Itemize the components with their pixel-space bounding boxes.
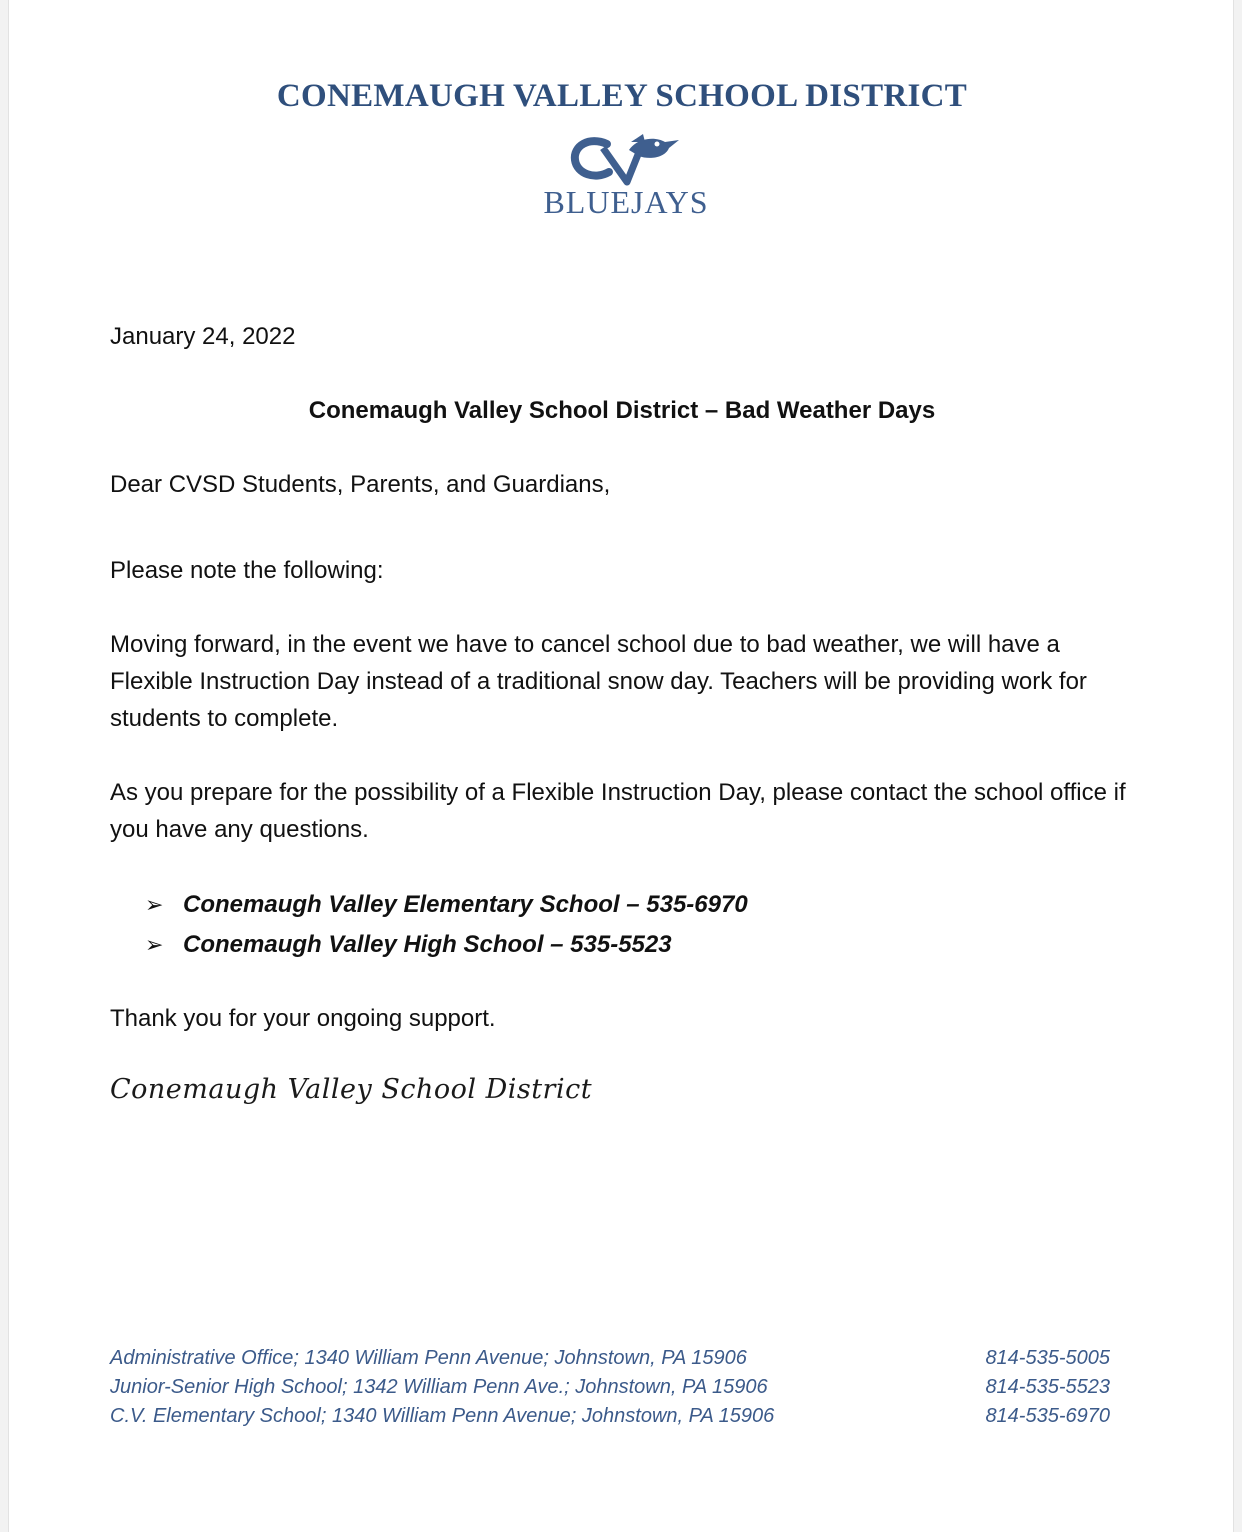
paragraph-flexible-instruction: Moving forward, in the event we have to cancel school due to bad weather, we will have a Flexible Instruction Day instead of a traditional snow day. Teachers will be providing work for students to complete. xyxy=(110,631,1087,732)
note-line: Please note the following: xyxy=(110,557,384,584)
footer-address: Junior-Senior High School; 1342 William Penn Ave.; Johnstown, PA 15906 xyxy=(110,1376,768,1398)
footer-phone: 814-535-5523 xyxy=(985,1376,1110,1398)
list-item xyxy=(145,924,748,964)
footer-phone: 814-535-6970 xyxy=(985,1405,1110,1427)
arrow-bullet-icon: ➢ xyxy=(145,891,164,917)
footer-row xyxy=(110,1373,1110,1402)
letter-date: January 24, 2022 xyxy=(110,323,296,350)
contact-high-school: Conemaugh Valley High School – 535-5523 xyxy=(183,930,672,958)
footer-address: C.V. Elementary School; 1340 William Penn Avenue; Johnstown, PA 15906 xyxy=(110,1405,775,1427)
footer-phone: 814-535-5005 xyxy=(985,1347,1110,1369)
list-item xyxy=(145,884,748,924)
footer-addresses xyxy=(110,1344,1110,1431)
bluejays-logo xyxy=(521,132,751,232)
letter-page xyxy=(8,0,1234,1532)
footer-row xyxy=(110,1344,1110,1373)
signature: Conemaugh Valley School District xyxy=(110,1074,593,1105)
footer-address: Administrative Office; 1340 William Penn Avenue; Johnstown, PA 15906 xyxy=(110,1347,747,1369)
paragraph-contact-office: As you prepare for the possibility of a Flexible Instruction Day, please contact the school office if you have any questions. xyxy=(110,779,1126,843)
letter-subject: Conemaugh Valley School District – Bad Weather Days xyxy=(308,397,936,424)
letter-salutation: Dear CVSD Students, Parents, and Guardians, xyxy=(110,471,611,498)
closing-line: Thank you for your ongoing support. xyxy=(110,1005,496,1032)
footer-row xyxy=(110,1402,1110,1431)
arrow-bullet-icon: ➢ xyxy=(145,931,164,957)
district-title: CONEMAUGH VALLEY SCHOOL DISTRICT xyxy=(276,78,968,114)
bluejay-bird-icon xyxy=(569,132,689,190)
contact-elementary: Conemaugh Valley Elementary School – 535-6970 xyxy=(183,890,748,918)
logo-text: BLUEJAYS xyxy=(543,184,709,220)
contact-list xyxy=(145,884,748,964)
